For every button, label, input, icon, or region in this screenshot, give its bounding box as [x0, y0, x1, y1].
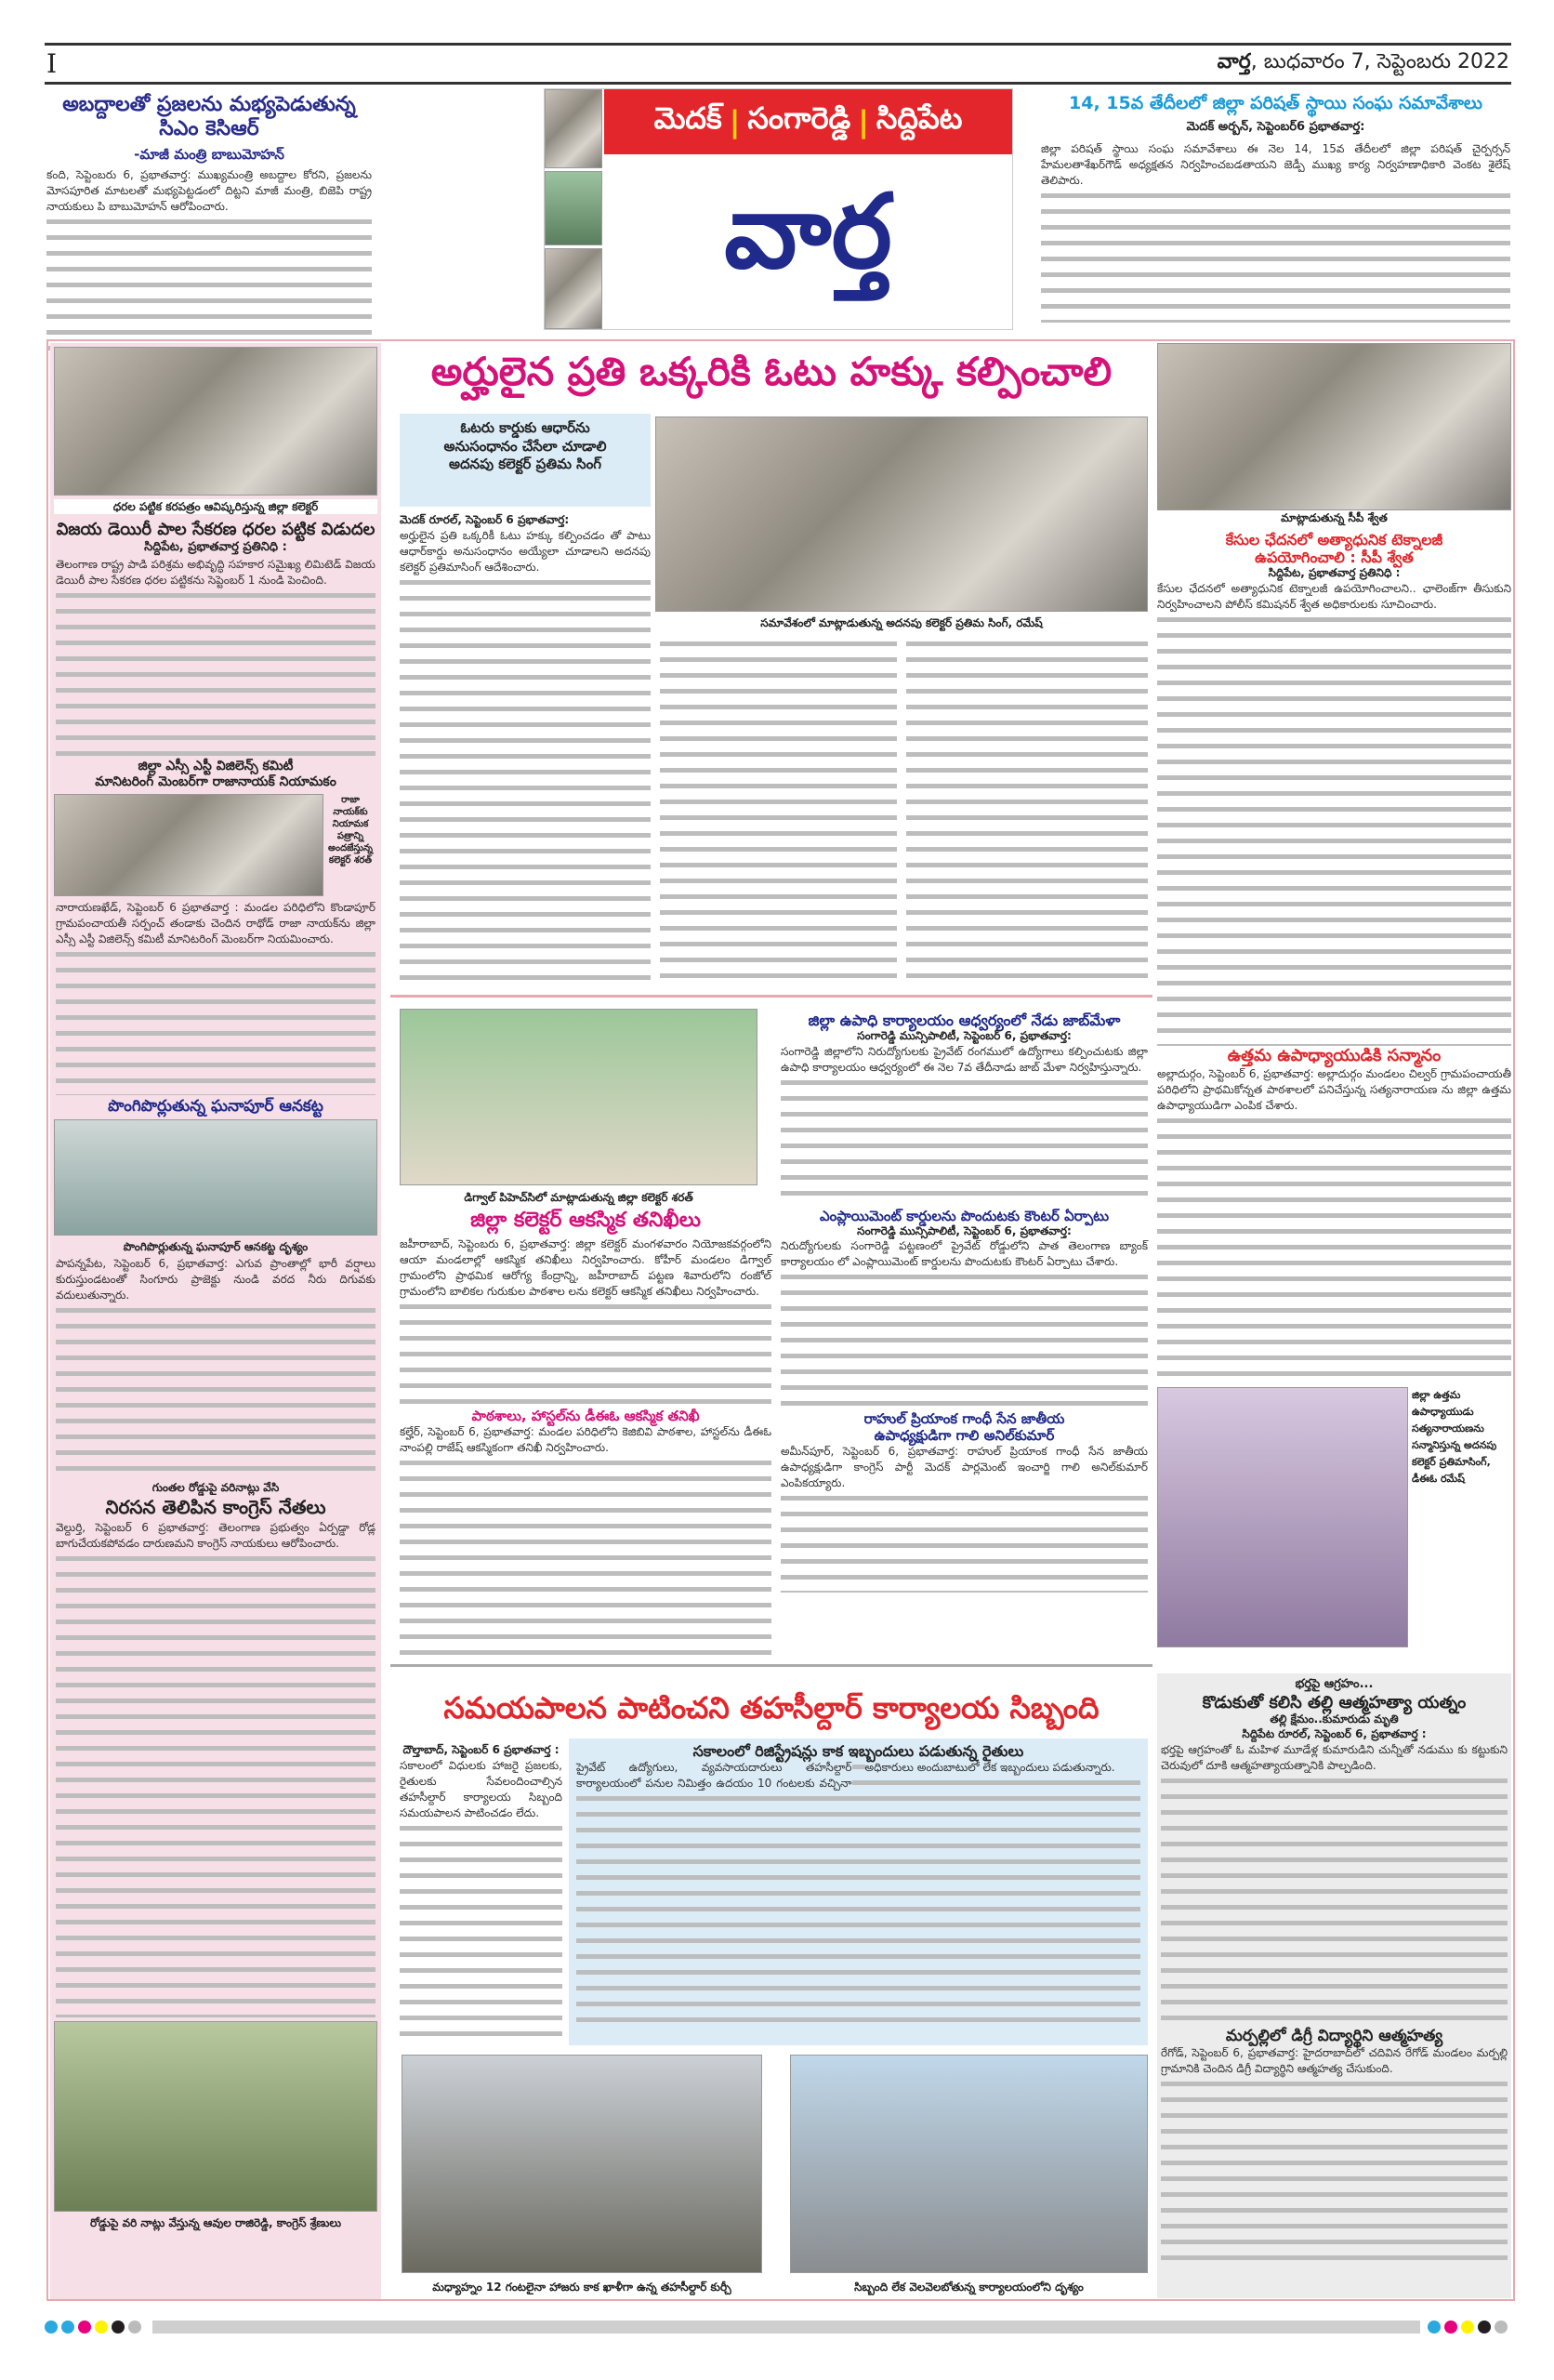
body: అమీన్‌పూర్, సెప్టెంబర్ 6, ప్రభాతవార్త: రాహుల్ ప్రియాంక గాంధీ సేన జాతీయ ఉపాధ్యక్షుడిగా కాంగ్రెస్ పార్టీ మెదక్ పార్లమెంట్ ఇంచార్జి గాలి అనిల్‌కుమార్ ఎంపికయ్యారు. [781, 1444, 1148, 1593]
photo-caption: మధ్యాహ్నం 12 గంటలైనా హాజరు కాక ఖాళీగా ఉన్న తహసీల్దార్ కుర్చీ [432, 2281, 731, 2294]
photo-caption: సమావేశంలో మాట్లాడుతున్న అదనపు కలెక్టర్ ప్రతిమ సింగ్, రమేష్ [760, 616, 1043, 629]
footer-color-bar [45, 2319, 1511, 2335]
subhead: తల్లి క్షేమం..కుమారుడు మృతి [1270, 1712, 1399, 1726]
box-headline: సకాలంలో రిజిస్ట్రేషన్లు కాక ఇబ్బందులు పడుతున్న రైతులు [692, 1742, 1024, 1760]
headline-1: కేసుల ఛేదనలో అత్యాధునిక టెక్నాలజీ [1225, 531, 1443, 549]
headline-1: రాహుల్ ప్రియాంక గాంధీ సేన జాతీయ [863, 1410, 1065, 1428]
left-column [50, 343, 381, 2299]
body: జహీరాబాద్, సెప్టెంబరు 6, ప్రభాతవార్త: జిల్లా కలెక్టర్ మంగళవారం నియోజకవర్గంలోని ఆయా మండలాల్లో ఆకస్మిక తనిఖీలు నిర్వహించారు. కోహీర్ మండలం డిగ్వాల్ గ్రామంలోని ప్రాథమిక ఆరోగ్య కేంద్రాన్ని, జహీరాబాద్ పట్టణ శివారులోని రంజోల్ గ్రామంలోని బాలికల గురుకుల పాఠశాల లను కలెక్టర్ ఆకస్మిక తనిఖీలు నిర్వహించారు. [400, 1236, 771, 1404]
divider [390, 1664, 1152, 1667]
body: అర్హులైన ప్రతి ఒక్కరికీ ఓటు హక్కు కల్పించడం తో పాటు ఆధార్‌కార్డు అనుసంధానం అయ్యేలా చూడాలని అదనపు కలెక్టర్ ప్రతిమాసింగ్ ఆదేశించారు. [400, 528, 651, 984]
article-top-left [46, 93, 372, 353]
dateline: మెదక్ అర్బన్, సెప్టెంబర్6 ప్రభాతవార్త: [1186, 119, 1365, 134]
headline: పాఠశాలు, హాస్టల్‌ను డీఈఓ ఆకస్మిక తనిఖీ [471, 1408, 700, 1425]
building-photo [545, 171, 602, 245]
paper-name: వార్త [1217, 50, 1251, 73]
headline: 14, 15వ తేదీలలో జిల్లా పరిషత్ స్థాయి సంఘ సమావేశాలు [1069, 93, 1482, 113]
subhead: అనుసంధానం చేసేలా చూడాలి [443, 437, 607, 455]
phc-photo [400, 1009, 757, 1185]
felicitation-photo [1157, 1387, 1408, 1647]
photo-caption: రాజా నాయక్‌కు నియామక పత్రాన్ని అందజేస్తున్న కలెక్టర్ శరత్ [328, 795, 373, 866]
appointment-photo [54, 794, 323, 896]
dateline: సిద్దిపేట రూరల్, సెప్టెంబర్ 6, ప్రభాతవార్త : [1242, 1727, 1427, 1741]
box-body: ప్రైవేట్ ఉద్యోగులు, వ్యవసాయదారులు తహసీల్దార్ కార్యాలయంలో పనుల నిమిత్తం ఉదయం 10 గంటలకు వచ్చినా అధికారులు అందుబాటులో లేక ఇబ్బందులు పడుతున్నారు. [576, 1760, 1140, 2030]
body: సంగారెడ్డి జిల్లాలోని నిరుద్యోగులకు ప్రైవేట్ రంగములో ఉద్యోగాలు కల్పించుటకు జిల్లా ఉపాధి కార్యాలయం ఆధ్వర్యంలో ఈ నెల 7వ తేదీనాడు జాబ్ మేళా నిర్వహిస్తున్నారు. [781, 1044, 1148, 1202]
article-top-right [1041, 93, 1510, 323]
right-bottom-box [1157, 1673, 1511, 2298]
page-number: I [46, 48, 58, 79]
divider [390, 995, 1152, 998]
headline-2: మానిటరింగ్ మెంబర్‌గా రాజానాయక్ నియామకం [95, 774, 336, 790]
kicker: భర్తపై ఆగ్రహం... [1295, 1677, 1374, 1691]
headline: ఎంప్లాయిమెంట్ కార్డులను పొందుటకు కౌంటర్ ఏర్పాటు [819, 1207, 1110, 1224]
headline: కొడుకుతో కలిసి తల్లి ఆత్మహత్యా యత్నం [1202, 1692, 1467, 1712]
cp-meeting-photo [1157, 343, 1511, 510]
article-inspection [400, 1209, 771, 1666]
lead-body-col1 [400, 513, 651, 984]
body: నారాయణఖేడ్, సెప్టెంబర్ 6 ప్రభాతవార్త : మండల పరిధిలోని కొండాపూర్ గ్రామపంచాయతీ సర్పంచ్ తండాకు చెందిన రాథోడ్ రాజా నాయక్‌ను జిల్లా ఎస్సీ ఎస్టీ విజిలెన్స్ కమిటీ మానిటరింగ్ మెంబర్‌గా నియమించారు. [56, 900, 375, 1095]
headline: జిల్లా ఉపాధి కార్యాలయం ఆధ్వర్యంలో నేడు జాబ్‌మేళా [808, 1012, 1121, 1029]
headline: మర్పల్లిలో డిగ్రీ విద్యార్థిని ఆత్మహత్య [1225, 2026, 1443, 2045]
dateline: సిద్దిపేట, ప్రభాతవార్త ప్రతినిధి : [144, 539, 287, 554]
body: జిల్లా పరిషత్ స్థాయి సంఘ సమావేశాలు ఈ నెల 14, 15వ తేదీలలో జిల్లా పరిషత్ చైర్పర్సన్ హేమలతాశేఖర్‌గౌడ్ అధ్యక్షతన నిర్వహించబడతాయని జెడ్పీ ముఖ్య కార్య నిర్వహణాధికారి వెంకట శైలేష్ తెలిపారు. [1041, 141, 1510, 323]
byline: -మాజీ మంత్రి బాబుమోహన్ [134, 145, 284, 163]
body: కంది, సెప్టెంబరు 6, ప్రభాతవార్త: ముఖ్యమంత్రి అబద్దాల కోరని, ప్రజలను మోసపూరిత మాటలతో మభ్యపెట్టడంలో దిట్టని మాజీ మంత్రి, బిజెపి రాష్ట్ర నాయకులు పి బాబుమోహన్ ఆరోపించారు. [46, 167, 372, 353]
lead-headline: అర్హులైన ప్రతి ఒక్కరికి ఓటు హక్కు కల్పించాలి [430, 349, 1113, 394]
protest-photo [54, 2021, 377, 2212]
body: అల్లాదుర్గం, సెప్టెంబర్ 6, ప్రభాతవార్త: అల్లాదుర్గం మండలం చిల్వర్ గ్రామపంచాయతీ పరిధిలోని ప్రాథమికోన్నత పాఠశాలలో పనిచేస్తున్న సత్యనారాయణ ను జిల్లా ఉత్తమ ఉపాధ్యాయుడిగా ఎంపిక చేశారు. [1157, 1066, 1511, 1387]
photo-caption: మాట్లాడుతున్న సీపీ శ్వేత [1281, 511, 1388, 524]
kicker: గుంతల రోడ్డుపై వరినాట్లు వేసి [151, 1481, 280, 1495]
dateline-header: వార్త, బుధవారం 7, సెప్టెంబరు 2022 [1217, 50, 1509, 73]
body: కల్హేర్, సెప్టెంబర్ 6, ప్రభాతవార్త: మండల పరిధిలోని కెజిబివి పాఠశాల, హాస్టల్‌ను డీఈఓ నాంపల్లి రాజేష్ ఆకస్మికంగా తనిఖీ నిర్వహించారు. [400, 1424, 771, 1666]
tower-photo [545, 248, 602, 329]
issue-date: బుధవారం 7, సెప్టెంబరు 2022 [1263, 50, 1509, 73]
lead-body-col2 [660, 637, 897, 981]
headline: నిరసన తెలిపిన కాంగ్రెస్ నేతలు [105, 1496, 326, 1519]
district-medak: మెదక్ [653, 100, 722, 136]
masthead [544, 88, 1013, 330]
right-column [1157, 343, 1511, 1647]
photo-caption: ధరల పట్టిక కరపత్రం ఆవిష్కరిస్తున్న జిల్లా కలెక్టర్ [54, 499, 377, 514]
subhead: అదనపు కలెక్టర్ ప్రతిమ సింగ్ [448, 456, 602, 472]
dam-photo [54, 1119, 377, 1236]
bottom-box [569, 1739, 1148, 2045]
headline: అబద్దాలతో ప్రజలను మభ్యపెడుతున్న సిఎం కెసిఆర్ [62, 93, 356, 141]
headline-2: ఉపయోగించాలి : సీపీ శ్వేత [1255, 549, 1414, 567]
headline: జిల్లా కలెక్టర్ ఆకస్మిక తనిఖీలు [470, 1209, 701, 1232]
registration-bar [152, 2320, 1420, 2334]
headline: విజయ డెయిరీ పాల సేకరణ ధరల పట్టిక విడుదల [56, 520, 375, 539]
headline-1: జిల్లా ఎస్సీ ఎస్టీ విజిలెన్స్ కమిటీ [138, 759, 294, 774]
bottom-col1 [400, 1743, 562, 2046]
dateline: దౌల్తాబాద్, సెప్టెంబర్ 6 ప్రభాతవార్త : [402, 1743, 560, 1756]
vaartha-logo: వార్త [724, 171, 892, 291]
photo-caption: రోడ్డుపై వరి నాట్లు వేస్తున్న ఆవుల రాజిరెడ్డి, కాంగ్రెస్ శ్రేణులు [89, 2216, 342, 2230]
photo-caption: సిబ్బంది లేక వెలవెలబోతున్న కార్యాలయంలోని దృశ్యం [854, 2281, 1084, 2294]
bottom-headline: సమయపాలన పాటించని తహసీల్దార్ కార్యాలయ సిబ్బంది [443, 1690, 1100, 1726]
body: సకాలంలో విధులకు హాజరై ప్రజలకు, రైతులకు సేవలందించాల్సిన తహసీల్దార్ కార్యాలయ సిబ్బంది సమయపాలన పాటించడం లేదు. [400, 1758, 562, 2046]
subhead: ఓటరు కార్డుకు ఆధార్‌ను [460, 419, 590, 436]
photo-caption: డిగ్వాల్ పిహెచ్‌సిలో మాట్లాడుతున్న జిల్లా కలెక్టర్ శరత్ [464, 1191, 693, 1204]
dateline: సంగారెడ్డి మున్సిపాలిటీ, సెప్టెంబర్ 6, ప్రభాతవార్త: [857, 1223, 1072, 1237]
headline: పొంగిపొర్లుతున్న ఘనాపూర్ ఆనకట్ట [108, 1097, 323, 1117]
office-photo [790, 2055, 1148, 2273]
dateline: మెదక్ రూరల్, సెప్టెంబర్ 6 ప్రభాతవార్త: [400, 513, 570, 526]
district-siddipet: సిద్దిపేట [876, 100, 963, 136]
photo-caption: పొంగిపొర్లుతున్న ఘనాపూర్ ఆనకట్ట దృశ్యం [123, 1240, 309, 1254]
lead-body-col3 [906, 637, 1148, 981]
headline-2: ఉపాధ్యక్షుడిగా గాలి అనిల్‌కుమార్ [874, 1427, 1055, 1445]
teacher-photo-block [1157, 1387, 1511, 1647]
district-band: మెదక్ | సంగారెడ్డి | సిద్దిపేట [604, 89, 1012, 154]
lead-subheads [400, 414, 651, 507]
article-jobmela [781, 1012, 1148, 1593]
body: భర్తపై ఆగ్రహంతో ఓ మహిళ మూడేళ్ల కుమారుడిని చున్నీతో నడుము కు కట్టుకుని చెరువులో దూకి ఆత్మహత్యాయత్నానికి పాల్పడింది. [1161, 1742, 1508, 2021]
body: రేగోడ్, సెప్టెంబర్ 6, ప్రభాతవార్త: హైదరాబాద్‌లో చదివిన రేగోడ్ మండలం మర్పల్లి గ్రామానికి చెందిన డిగ్రీ విద్యార్థిని ఆత్మహత్య చేసుకుంది. [1161, 2045, 1508, 2264]
collector-release-photo [54, 347, 377, 496]
headline: ఉత్తమ ఉపాధ్యాయుడికి సన్మానం [1227, 1045, 1442, 1065]
photo-caption: జిల్లా ఉత్తమ ఉపాధ్యాయుడు సత్యనారాయణను సన్మానిస్తున్న అదనపు కలెక్టర్ ప్రతిమాసింగ్, డీఈఓ రమేష్ [1412, 1388, 1497, 1485]
body: పాపన్నపేట, సెప్టెంబర్ 6, ప్రభాతవార్త: ఎగువ ప్రాంతాల్లో భారీ వర్షాలు కురుస్తుండటంతో సింగూరు ప్రాజెక్టు నుండి వరద నీరు దిగువకు వదులుతున్నారు. [56, 1256, 375, 1479]
dateline: సంగారెడ్డి మున్సిపాలిటీ, సెప్టెంబర్ 6, ప్రభాతవార్త: [857, 1029, 1072, 1043]
body: కేసుల ఛేదనలో అత్యాధునిక టెక్నాలజీ ఉపయోగించాలని.. ఛాలెంజ్‌గా తీసుకుని నిర్వహించాలని పోలీస్ కమిషనర్ శ్వేత అధికారులకు సూచించారు. [1157, 581, 1511, 1046]
meeting-photo [655, 416, 1148, 612]
body: నిరుద్యోగులకు సంగారెడ్డి పట్టణంలో ప్రైవేట్ రోడ్డులోని పాత తెలంగాణ బ్యాంక్ కార్యాలయం లో ఎంప్లాయిమెంట్ కార్డులను పొందుటకు కౌంటర్ ఏర్పాటు చేశారు. [781, 1238, 1148, 1410]
body: వెల్దుర్తి, సెప్టెంబర్ 6 ప్రభాతవార్త: తెలంగాణ ప్రభుత్వం ఏర్పడ్డా రోడ్ల బాగుచేయకపోవడం దారుణమని కాంగ్రెస్ నాయకులు ఆరోపించారు. [56, 1520, 375, 2017]
body: తెలంగాణ రాష్ట్ర పాడి పరిశ్రమ అభివృద్ధి సహకార సమైఖ్య లిమిటెడ్ విజయ డెయిరీ పాల సేకరణ ధరల పట్టికను సెప్టెంబర్ 1 నుండి పెంచింది. [56, 557, 375, 757]
temple-photo [545, 89, 602, 168]
dateline: సిద్దిపేట, ప్రభాతవార్త ప్రతినిధి : [1268, 566, 1401, 580]
empty-chair-photo [402, 2055, 762, 2273]
district-sangareddy: సంగారెడ్డి [747, 100, 851, 136]
header-rule [45, 82, 1511, 85]
top-rule [45, 43, 1511, 46]
